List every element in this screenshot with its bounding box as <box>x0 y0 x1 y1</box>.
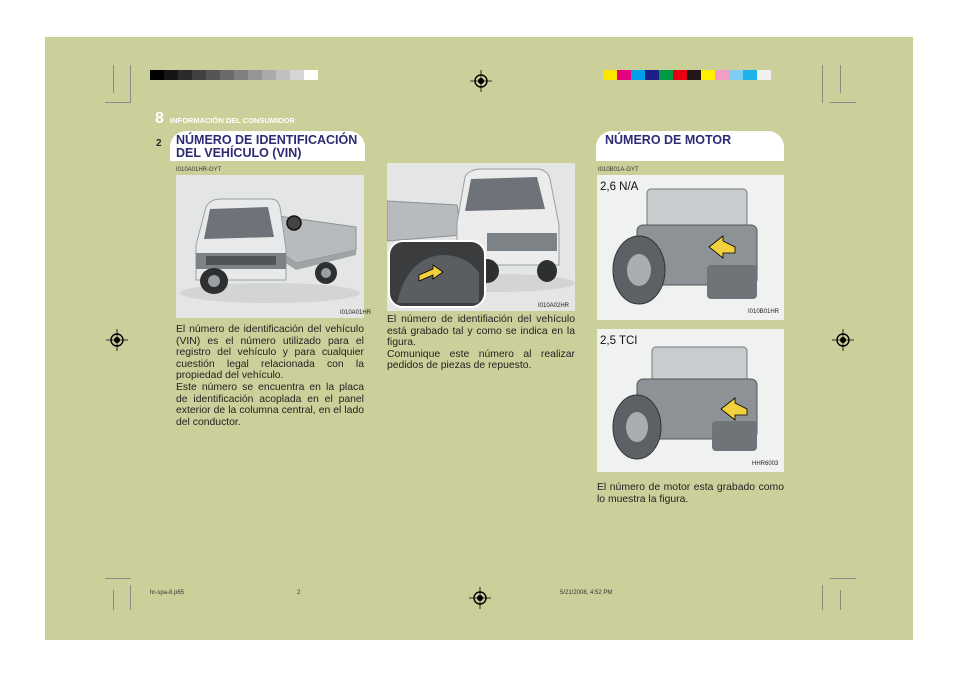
grayscale-bar <box>150 70 318 80</box>
vin-paragraph-1: El número de identificación del vehículo (VIN) es el número utilizado para el registro del vehículo y para cualquier cuestión legal relacionada con la propiedad del vehículo. <box>176 324 364 382</box>
grayscale-swatch-9 <box>262 70 276 80</box>
vin-engraving-description <box>387 314 575 372</box>
color-swatch-12 <box>757 70 771 80</box>
engine-26na-figure <box>597 175 784 320</box>
vin-paragraph-2: Este número se encuentra en la placa de identificación acoplada en el panel exterior de la columna central, en el lado del conductor. <box>176 381 364 428</box>
engine-25tci-illustration <box>597 329 784 472</box>
engine-26na-illustration <box>597 175 784 320</box>
color-swatch-10 <box>729 70 743 80</box>
grayscale-swatch-2 <box>164 70 178 80</box>
vin-location-caption: I010A02HR <box>538 303 570 309</box>
grayscale-swatch-6 <box>220 70 234 80</box>
engine-26na-caption: I010B01HR <box>748 309 780 315</box>
vin-description <box>176 324 364 428</box>
engine-description <box>597 482 784 505</box>
grayscale-swatch-7 <box>234 70 248 80</box>
engine-25tci-label: 2,5 TCI <box>600 335 638 347</box>
color-swatch-1 <box>603 70 617 80</box>
color-swatch-3 <box>631 70 645 80</box>
color-swatch-6 <box>673 70 687 80</box>
page-number: 2 <box>156 138 162 149</box>
grayscale-swatch-4 <box>192 70 206 80</box>
registration-mark-left <box>106 329 128 351</box>
vin-paragraph-3: El número de identifiación del vehículo está grabado tal y como se indica en la figura. <box>387 314 575 349</box>
vin-location-illustration <box>387 163 575 311</box>
grayscale-swatch-11 <box>290 70 304 80</box>
footer-file: hr-spa-8.p65 <box>150 590 185 596</box>
color-swatch-8 <box>701 70 715 80</box>
color-swatch-2 <box>617 70 631 80</box>
color-swatch-11 <box>743 70 757 80</box>
registration-mark-top <box>470 70 492 92</box>
grayscale-swatch-10 <box>276 70 290 80</box>
grayscale-swatch-1 <box>150 70 164 80</box>
color-swatch-9 <box>715 70 729 80</box>
registration-mark-bottom <box>469 587 491 609</box>
color-swatch-7 <box>687 70 701 80</box>
color-swatch-5 <box>659 70 673 80</box>
grayscale-swatch-8 <box>248 70 262 80</box>
footer-date: 5/21/2008, 4:52 PM <box>560 590 613 596</box>
grayscale-swatch-3 <box>178 70 192 80</box>
engine-25tci-figure <box>597 329 784 472</box>
engine-26na-label: 2,6 N/A <box>600 181 639 193</box>
truck-figure-caption: I010A01HR <box>340 310 372 316</box>
truck-illustration <box>176 175 364 318</box>
registration-mark-right <box>832 329 854 351</box>
vin-section-title: NÚMERO DE IDENTIFICACIÓN DEL VEHÍCULO (VIN) <box>176 133 358 160</box>
engine-code: I010B01A-GYT <box>598 167 639 173</box>
color-swatch-4 <box>645 70 659 80</box>
grayscale-swatch-5 <box>206 70 220 80</box>
color-bar <box>603 70 771 80</box>
footer-page: 2 <box>297 590 301 596</box>
engine-paragraph: El número de motor esta grabado como lo muestra la figura. <box>597 482 784 505</box>
grayscale-swatch-12 <box>304 70 318 80</box>
truck-figure <box>176 175 364 318</box>
engine-section-title: NÚMERO DE MOTOR <box>605 133 732 147</box>
chapter-number: 8 <box>155 110 164 127</box>
chapter-title: INFORMACIÓN DEL CONSUMIDOR <box>170 116 295 125</box>
vin-code: I010A01HR-GYT <box>176 167 222 173</box>
vin-location-figure <box>387 163 575 311</box>
vin-paragraph-4: Comunique este número al realizar pedidos de piezas de repuesto. <box>387 348 575 372</box>
engine-25tci-caption: HHR6003 <box>752 461 779 467</box>
